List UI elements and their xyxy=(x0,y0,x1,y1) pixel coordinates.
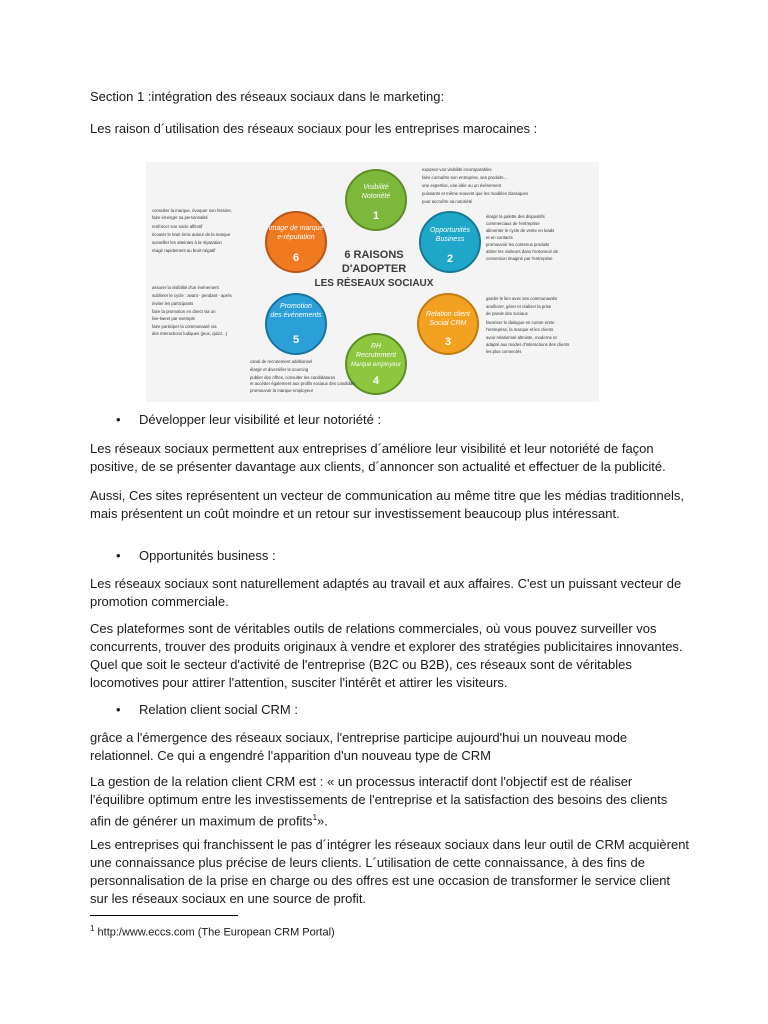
bullet-opportunites: Opportunités business : xyxy=(139,548,276,563)
paragraph-1: Les réseaux sociaux permettent aux entreprises d´améliore leur visibilité et leur notoriété de façon positive, de se présenter davantage aux clients, d´annoncer son actualité et effectuer de la publicité. xyxy=(90,441,666,474)
notes-relation-client xyxy=(486,296,569,354)
circle-4-number: 4 xyxy=(372,375,380,387)
note-2-6: attirer les visiteurs dans l'entonnoir de xyxy=(486,249,558,254)
notes-rh xyxy=(250,359,356,393)
infographic-svg xyxy=(146,162,599,402)
note-3-5: l'entreprise, la marque et les clients xyxy=(486,327,554,332)
note-2-4: et en contacts xyxy=(486,235,513,240)
circle-6-number: 6 xyxy=(292,252,300,264)
bullet-marker-3: • xyxy=(116,702,121,717)
note-6-6: réagir rapidement au bruit négatif xyxy=(152,248,216,253)
circle-2-number: 2 xyxy=(446,253,454,265)
center-title-line3: LES RÉSEAUX SOCIAUX xyxy=(314,278,434,289)
note-4-4: et accéder également aux profils sociaux des candidats xyxy=(250,381,356,386)
note-6-4: écouter le bruit émis autour de la marque xyxy=(152,232,231,237)
circle-5-number: 5 xyxy=(292,334,300,346)
note-1-2: faire connaître son entreprise, ses produits... xyxy=(422,175,508,180)
notes-image-de-marque xyxy=(152,208,232,253)
footnote-text: http:/www.eccs.com (The European CRM Portal) xyxy=(97,926,335,939)
notes-promotion xyxy=(152,285,232,336)
circle-4-label1: RH xyxy=(370,343,382,350)
note-6-2: faire émerger sa personnalité xyxy=(152,215,208,220)
circle-3-label1: Relation client xyxy=(426,311,470,318)
circle-2-label2: Business xyxy=(435,236,465,243)
circle-1-label1: Visibilité xyxy=(363,184,389,191)
note-5-5: live-tweet par exemple xyxy=(152,316,195,321)
circle-promotion xyxy=(266,294,326,354)
circle-4-label3: Marque employeur xyxy=(350,362,402,368)
circle-6-label2: e-réputation xyxy=(277,234,315,241)
circle-4-label2: Recrutement xyxy=(355,352,397,359)
note-3-1: garder le lien avec ses communautés xyxy=(486,296,558,301)
note-3-2: améliorer, gérer et réaliser la prise xyxy=(486,304,552,309)
note-2-1: élargir la palette des dispositifs xyxy=(486,214,545,219)
paragraph-6 xyxy=(90,773,690,830)
center-title-line2: D'ADOPTER xyxy=(341,263,407,275)
bullet-relation-client: Relation client social CRM : xyxy=(139,702,298,717)
note-2-3: alimenter le cycle de vente en leads xyxy=(486,228,555,233)
circle-1-label2: Notoriété xyxy=(361,193,391,200)
paragraph-5: grâce a l'émergence des réseaux sociaux, l'entreprise participe aujourd'hui un nouveau mode relationnel. Ce qui a engendré l'apparition d'un nouveau type de CRM xyxy=(90,730,628,763)
note-3-6: avoir relationnel altruiste, moderne et xyxy=(486,335,557,340)
paragraph-6-main: La gestion de la relation client CRM est : « un processus interactif dont l'objectif est de réaliser l'équilibre optimum entre les investissements de l'entreprise et la satisfaction des besoins des clients afin de générer un maximum de profits xyxy=(90,774,668,829)
circle-5-label1: Promotion xyxy=(280,303,312,310)
note-1-3: une expertise, une idée ou un événement xyxy=(422,183,502,188)
circle-5-label2: des événements xyxy=(270,312,322,319)
note-5-1: assurer la visibilité d'un événement xyxy=(152,285,219,290)
note-3-4: favoriser le dialogue en contre entre xyxy=(486,320,555,325)
note-6-1: consulter la marque, évoquer son histoire, xyxy=(152,208,233,213)
note-3-8: les plus connectés xyxy=(486,349,522,354)
subtitle: Les raison d´utilisation des réseaux sociaux pour les entreprises marocaines : xyxy=(90,121,538,136)
note-2-5: promouvoir les contenus produits xyxy=(486,242,550,247)
footnote-ref[interactable]: 1 xyxy=(312,813,318,822)
note-6-3: renforcer son socle affectif xyxy=(152,224,203,229)
bullet-marker-2: • xyxy=(116,548,121,563)
notes-visibilite xyxy=(422,167,528,204)
paragraph-4: Ces plateformes sont de véritables outils de relations commerciales, où vous pouvez surveiller vos concurrents, trouver des produits originaux à vendre et explorer des stratégies publicitaires innovantes. Quel que soit le secteur d'activité de l'entreprise (B2C ou B2B), ces réseaux sont de véritables locomotives pour attirer l'attention, susciter l'intérêt et attirer les visiteurs. xyxy=(90,621,683,690)
note-4-5: promouvoir la marque employeur xyxy=(250,388,314,393)
circle-3-label2: Social CRM xyxy=(429,320,467,327)
note-3-3: de parole des sociaux xyxy=(486,311,528,316)
note-4-3: publier des offres, consulter les candidatures xyxy=(250,375,336,380)
note-5-7: des interactions ludiques (jeux, quizz...) xyxy=(152,331,228,336)
note-5-4: faire la promotion en direct via un xyxy=(152,309,216,314)
circle-6-label1: Image de marque xyxy=(268,225,324,232)
note-4-1: canal de recrutement additionnel xyxy=(250,359,313,364)
footnote-number: 1 xyxy=(90,924,95,933)
note-1-4: puissants et même souvent que les modèles classiques xyxy=(422,191,529,196)
circle-3-number: 3 xyxy=(444,336,452,348)
footnote-divider xyxy=(90,915,238,916)
circle-1-number: 1 xyxy=(372,210,380,222)
paragraph-3: Les réseaux sociaux sont naturellement adaptés au travail et aux affaires. C'est un puissant vecteur de promotion commerciale. xyxy=(90,576,682,609)
circle-opportunites xyxy=(420,212,480,272)
note-5-2: sublimer le cycle : avant - pendant - après xyxy=(152,293,232,298)
infographic-6-raisons xyxy=(146,162,599,402)
paragraph-6-end: ». xyxy=(317,813,328,829)
note-6-5: surveiller les atteintes à la réputation xyxy=(152,240,222,245)
note-2-7: conversion imaginé par l'entreprise xyxy=(486,256,553,261)
circle-visibilite xyxy=(346,170,406,230)
paragraph-2: Aussi, Ces sites représentent un vecteur de communication au même titre que les médias traditionnels, mais présentent un coût moindre et un retour sur investissement beaucoup plus intéressant. xyxy=(90,488,684,521)
note-5-3: inviter les participants xyxy=(152,301,194,306)
note-2-2: commerciaux de l'entreprise xyxy=(486,221,540,226)
center-title-line1: 6 RAISONS xyxy=(344,249,404,261)
bullet-marker-1: • xyxy=(116,412,121,427)
note-1-1: exposez-vos visibilité incomparables xyxy=(422,167,492,172)
paragraph-7: Les entreprises qui franchissent le pas d´intégrer les réseaux sociaux dans leur outil de CRM acquièrent une connaissance plus précise de leurs clients. L´utilisation de cette connaissance, à des fins de personnalisation de la prise en charge ou des offres est une occasion de transformer le service client sur les réseaux sociaux en une source de profit. xyxy=(90,837,690,906)
circle-2-label1: Opportunités xyxy=(429,227,471,234)
note-3-7: adapté aux modes d'interactions des clients xyxy=(486,342,570,347)
bullet-visibilite: Développer leur visibilité et leur notoriété : xyxy=(139,412,382,427)
section-title: Section 1 :intégration des réseaux sociaux dans le marketing: xyxy=(90,89,445,104)
circle-relation-client xyxy=(418,294,478,354)
notes-opportunites xyxy=(486,214,559,261)
note-5-6: faire participer la communauté via xyxy=(152,324,217,329)
footnote xyxy=(90,922,335,940)
note-1-5: pour accroître sa notoriété xyxy=(422,199,473,204)
note-4-2: élargir et diversifier le sourcing xyxy=(250,367,309,372)
circle-image-de-marque xyxy=(266,212,326,272)
